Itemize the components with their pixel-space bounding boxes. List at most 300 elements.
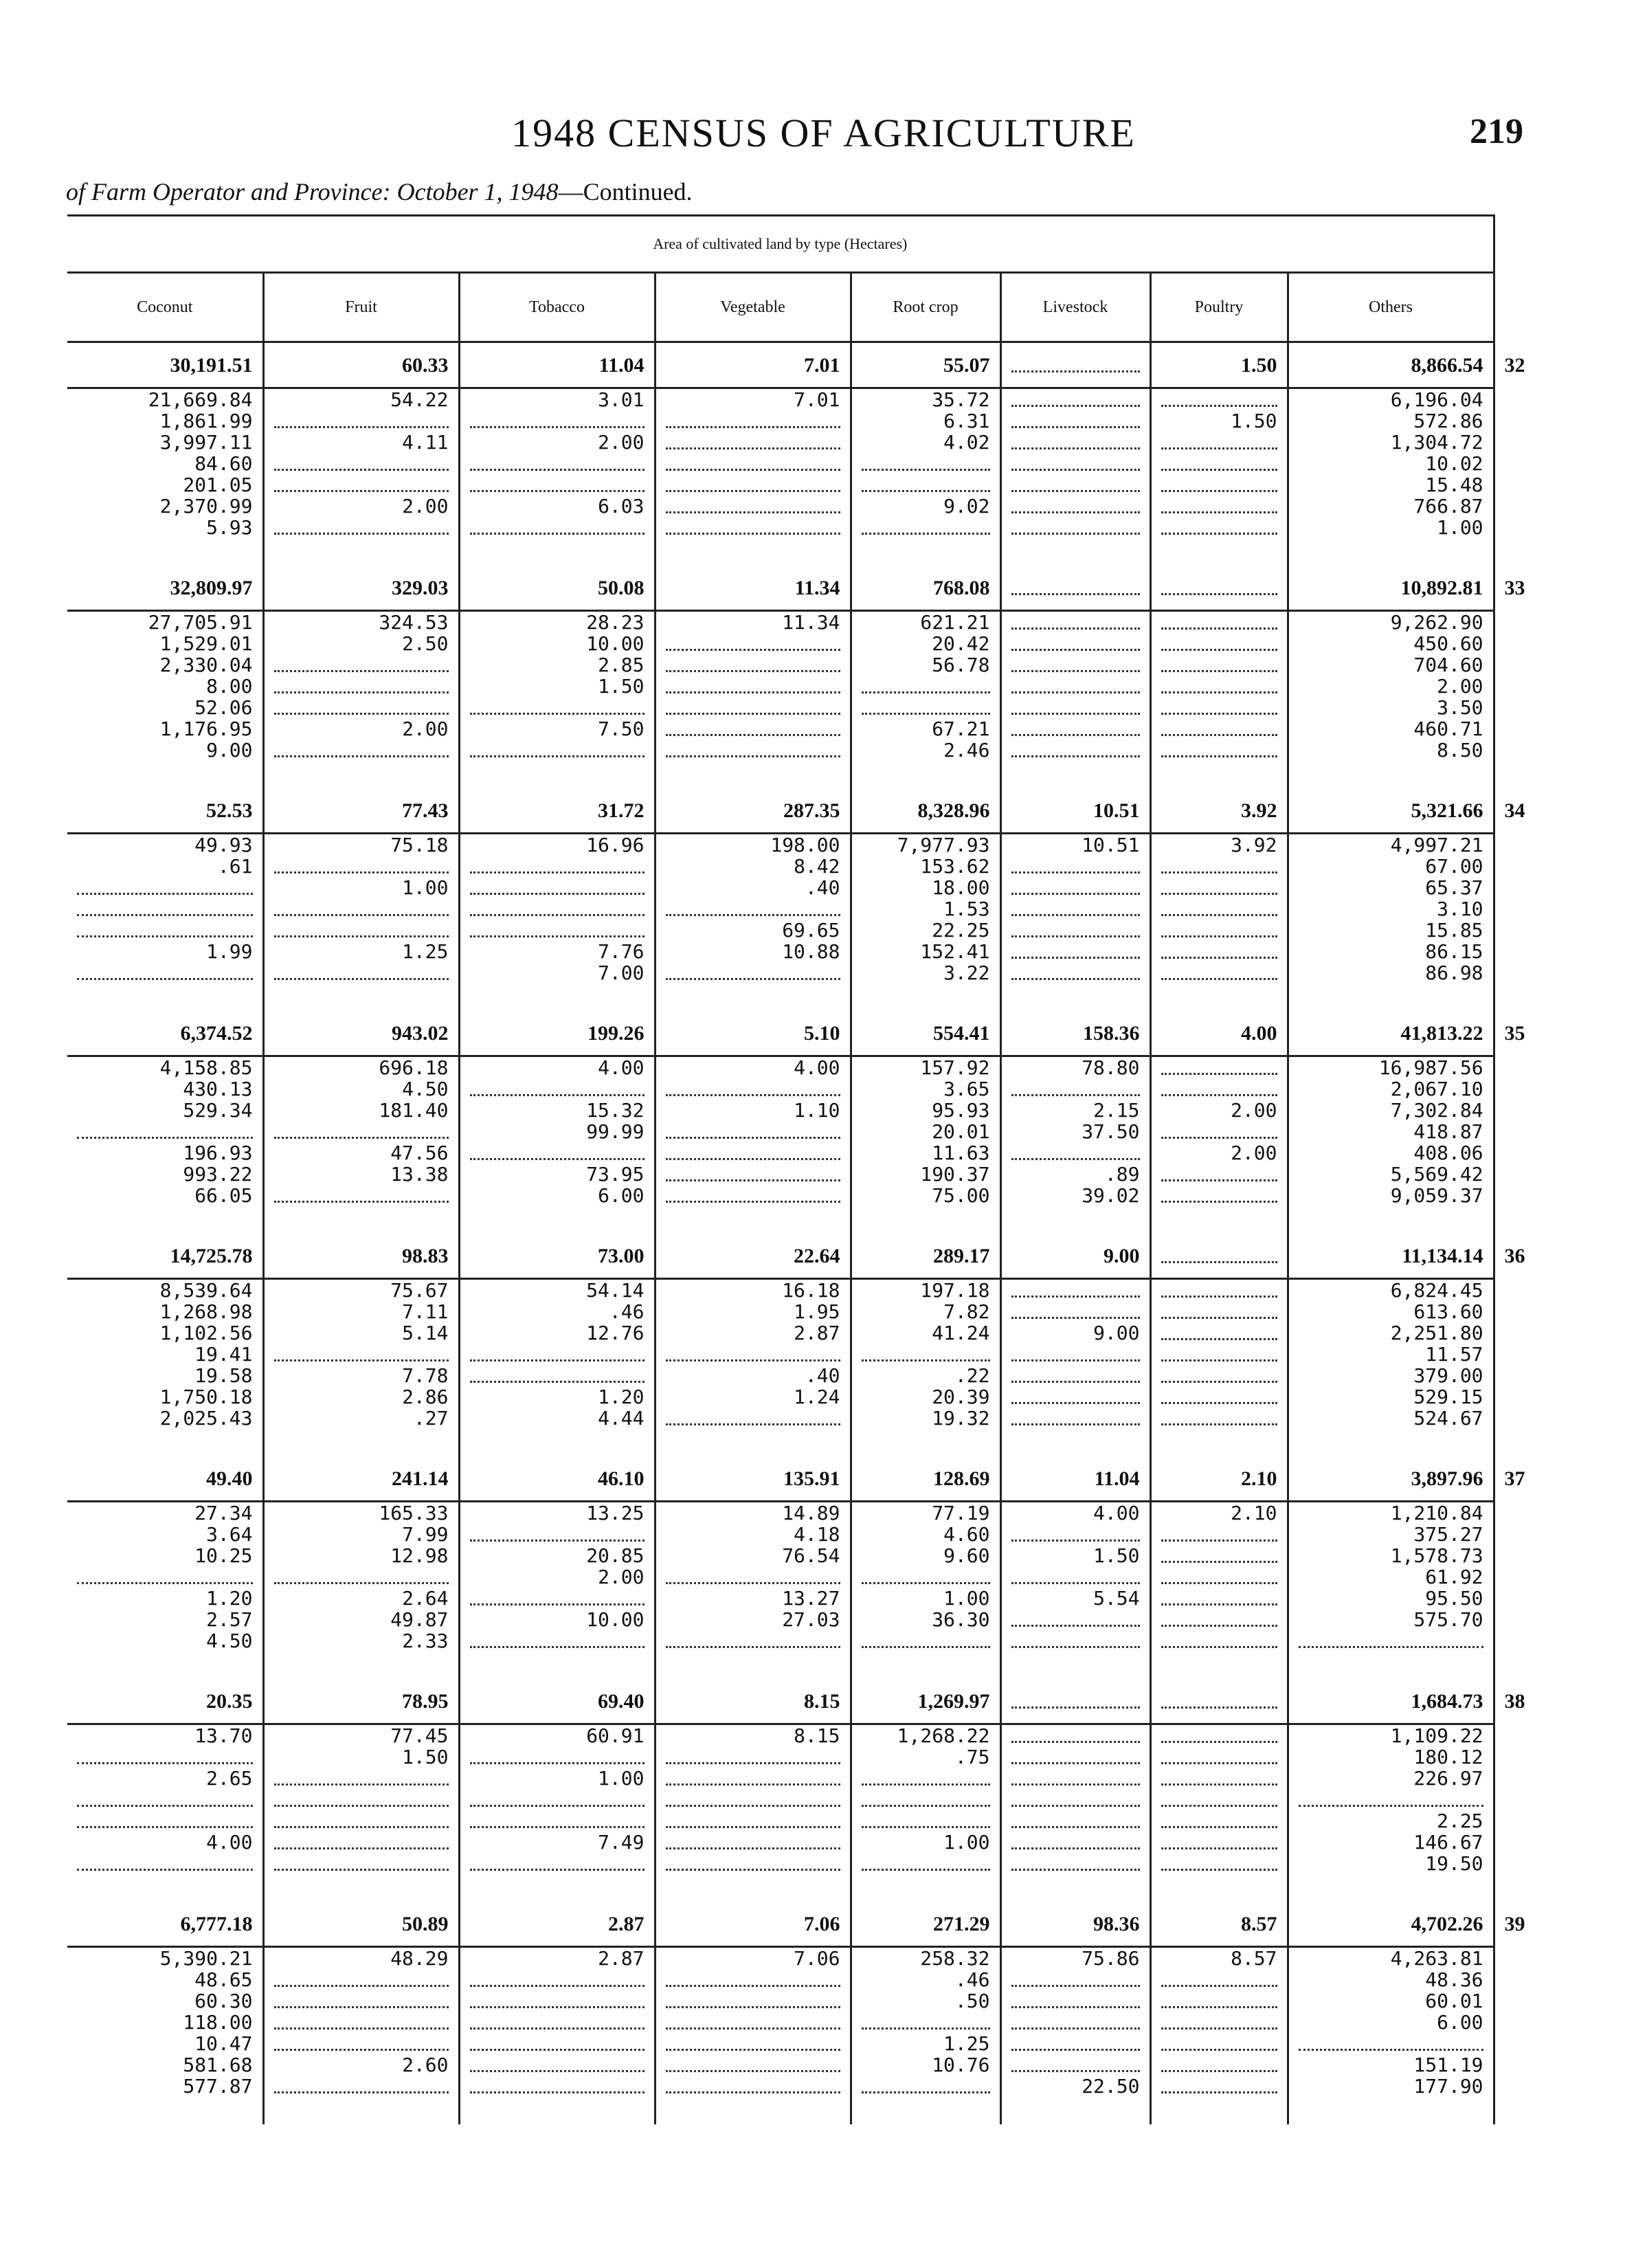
- column-header-fruit: Fruit: [263, 273, 459, 342]
- table-cell: [1000, 1142, 1150, 1164]
- table-cell: [655, 2054, 851, 2076]
- table-row: [67, 898, 1561, 920]
- table-cell: 6.31: [851, 410, 1000, 432]
- dot-leader: [666, 743, 840, 757]
- table-cell: 84.60: [194, 453, 253, 474]
- dot-leader: [1161, 520, 1277, 535]
- table-cell: [263, 676, 459, 697]
- table-cell: 165.33: [263, 1502, 459, 1524]
- gap-cell: [263, 1429, 459, 1456]
- row-number-spacer: [1494, 1322, 1561, 1344]
- census-table: [67, 214, 1561, 2124]
- row-number-spacer: [1494, 1609, 1561, 1630]
- table-cell: 3,997.11: [159, 432, 253, 453]
- dot-leader: [1161, 1368, 1277, 1383]
- gap-cell: [1150, 1874, 1288, 1902]
- table-cell: [1000, 474, 1150, 496]
- table-cell: 20.01: [851, 1121, 1000, 1142]
- table-cell: [263, 517, 459, 538]
- table-row: [67, 633, 1561, 654]
- dot-leader: [1299, 1792, 1483, 1807]
- table-cell: 2.33: [263, 1630, 459, 1652]
- dot-leader: [470, 1634, 645, 1648]
- dot-leader: [666, 1167, 840, 1181]
- dot-leader: [77, 1856, 253, 1871]
- table-cell: [1150, 1609, 1288, 1630]
- dot-leader: [1011, 880, 1140, 895]
- dot-leader: [1011, 1835, 1140, 1849]
- table-cell: [1150, 453, 1288, 474]
- gap-cell: [459, 983, 655, 1011]
- table-cell: [263, 1832, 459, 1853]
- table-cell: [1150, 676, 1288, 697]
- dot-leader: [1011, 722, 1140, 736]
- table-cell: [655, 676, 851, 697]
- table-cell: [1150, 1408, 1288, 1429]
- gap-cell: [459, 538, 655, 566]
- gap-cell: [1494, 761, 1561, 788]
- gap-cell: [67, 2097, 263, 2124]
- group-total-row: [67, 788, 1561, 834]
- table-cell: [1000, 1768, 1150, 1789]
- table-cell: 151.19: [1288, 2054, 1494, 2076]
- table-cell: 4.50: [206, 1630, 253, 1652]
- total-cell: 22.64: [655, 1234, 851, 1279]
- table-cell: 8.15: [655, 1724, 851, 1747]
- table-cell: 99.99: [459, 1121, 655, 1142]
- table-cell: [1000, 517, 1150, 538]
- dot-leader: [1011, 1792, 1140, 1807]
- table-cell: [1000, 676, 1150, 697]
- table-cell: [1000, 1724, 1150, 1747]
- table-cell: .40: [655, 1365, 851, 1386]
- table-cell: 2.85: [459, 654, 655, 676]
- table-cell: 524.67: [1288, 1408, 1494, 1429]
- table-cell: [1150, 920, 1288, 941]
- table-cell: 2.00: [459, 432, 655, 453]
- table-cell: 621.21: [851, 611, 1000, 634]
- table-cell: 2,025.43: [159, 1408, 253, 1429]
- gap-cell: [67, 983, 263, 1011]
- row-number-spacer: [1494, 676, 1561, 697]
- row-number: 33: [1494, 566, 1561, 611]
- gap-cell: [459, 2097, 655, 2124]
- dot-leader: [1161, 1856, 1277, 1871]
- table-row: [67, 834, 1561, 856]
- dot-leader: [1161, 1814, 1277, 1828]
- column-header-others: Others: [1288, 273, 1494, 342]
- table-cell: [1000, 1344, 1150, 1365]
- dot-leader: [77, 1124, 253, 1139]
- table-cell: [655, 1142, 851, 1164]
- table-cell: [1150, 1832, 1288, 1853]
- table-cell: [1000, 1630, 1150, 1652]
- table-cell: [263, 1344, 459, 1365]
- row-number-spacer: [1494, 1078, 1561, 1100]
- table-cell: [1150, 1279, 1288, 1302]
- total-cell: 8,328.96: [851, 788, 1000, 834]
- table-cell: 430.13: [183, 1078, 253, 1100]
- dot-leader: [77, 1750, 253, 1764]
- gap-cell: [1150, 1206, 1288, 1234]
- total-cell: 329.03: [263, 566, 459, 611]
- table-cell: 2.86: [263, 1386, 459, 1408]
- table-cell: 9,262.90: [1288, 611, 1494, 634]
- table-cell: [1000, 1365, 1150, 1386]
- table-cell: 3.10: [1288, 898, 1494, 920]
- table-cell: 198.00: [655, 834, 851, 856]
- table-row: [67, 1279, 1561, 1302]
- dot-leader: [470, 2036, 645, 2051]
- row-number-spacer: [1494, 453, 1561, 474]
- row-number-spacer: [1494, 1142, 1561, 1164]
- dot-leader: [274, 1972, 449, 1987]
- dot-leader: [470, 520, 645, 535]
- group-total-row: [67, 1456, 1561, 1502]
- gap-cell: [1000, 1429, 1150, 1456]
- table-cell: 118.00: [183, 2012, 253, 2033]
- table-cell: [263, 697, 459, 718]
- table-cell: 6.03: [459, 496, 655, 517]
- dot-leader: [470, 1994, 645, 2008]
- table-cell: [655, 453, 851, 474]
- gap-cell: [263, 1874, 459, 1902]
- table-cell: 67.00: [1288, 856, 1494, 877]
- table-cell: .46: [851, 1969, 1000, 1990]
- table-cell: 76.54: [655, 1545, 851, 1566]
- table-cell: 48.36: [1288, 1969, 1494, 1990]
- table-cell: [851, 1768, 1000, 1789]
- dot-leader: [470, 1750, 645, 1764]
- table-cell: [459, 1746, 655, 1768]
- dot-leader: [666, 1411, 840, 1425]
- table-cell: 7.78: [263, 1365, 459, 1386]
- total-cell: 128.69: [851, 1456, 1000, 1502]
- table-cell: [655, 697, 851, 718]
- total-cell: 8,866.54: [1288, 342, 1494, 388]
- dot-leader: [1161, 658, 1277, 672]
- table-cell: [1150, 1365, 1288, 1386]
- table-cell: [851, 697, 1000, 718]
- dot-leader: [666, 1188, 840, 1203]
- dot-leader: [1011, 2015, 1140, 2030]
- table-cell: [851, 2076, 1000, 2097]
- table-cell: 1,210.84: [1288, 1502, 1494, 1524]
- table-cell: [1150, 1301, 1288, 1322]
- dot-leader: [274, 2079, 449, 2093]
- dot-leader: [666, 722, 840, 736]
- table-cell: [1150, 1121, 1288, 1142]
- dot-leader: [666, 1792, 840, 1807]
- table-cell: 56.78: [851, 654, 1000, 676]
- gap-cell: [1288, 761, 1494, 788]
- table-cell: [851, 1853, 1000, 1874]
- table-cell: 77.45: [263, 1724, 459, 1747]
- table-cell: [655, 1990, 851, 2012]
- subtitle-italic: of Farm Operator and Province: October 1, 1948: [66, 178, 559, 205]
- table-cell: 1.25: [263, 941, 459, 962]
- table-cell: 49.87: [263, 1609, 459, 1630]
- total-cell: 8.57: [1150, 1902, 1288, 1947]
- table-cell: [1288, 2033, 1494, 2054]
- row-number-spacer: [1494, 517, 1561, 538]
- table-cell: [1150, 1853, 1288, 1874]
- table-row: [67, 941, 1561, 962]
- table-cell: 7.06: [655, 1947, 851, 1970]
- table-cell: 7,977.93: [851, 834, 1000, 856]
- row-number-spacer: [1494, 740, 1561, 761]
- table-cell: 8.50: [1288, 740, 1494, 761]
- table-cell: [459, 898, 655, 920]
- table-cell: 1.00: [851, 1588, 1000, 1609]
- total-cell: [1150, 1234, 1288, 1279]
- row-number-spacer: [1494, 834, 1561, 856]
- dot-leader: [1161, 1634, 1277, 1648]
- dot-leader: [1011, 1612, 1140, 1627]
- table-cell: [1150, 941, 1288, 962]
- dot-leader: [862, 1347, 990, 1361]
- table-cell: [655, 633, 851, 654]
- dot-leader: [470, 1792, 645, 1807]
- table-cell: 3.01: [459, 388, 655, 411]
- dot-leader: [1011, 1390, 1140, 1404]
- table-cell: 1,268.98: [159, 1301, 253, 1322]
- gap-cell: [1150, 1652, 1288, 1679]
- group-total-row: [67, 342, 1561, 388]
- gap-cell: [1288, 2097, 1494, 2124]
- dot-leader: [77, 902, 253, 916]
- table-cell: 1.00: [459, 1768, 655, 1789]
- dot-leader: [862, 1634, 990, 1648]
- table-cell: [851, 474, 1000, 496]
- table-cell: 4.00: [459, 1056, 655, 1079]
- table-cell: 10.47: [194, 2033, 253, 2054]
- table-cell: [1150, 1344, 1288, 1365]
- table-cell: .61: [217, 856, 253, 877]
- table-cell: 1.99: [206, 941, 253, 962]
- census-table-container: [67, 214, 1525, 2098]
- table-cell: 13.25: [459, 1502, 655, 1524]
- table-cell: 75.18: [263, 834, 459, 856]
- group-gap: [67, 1429, 1561, 1456]
- dot-leader: [77, 966, 253, 980]
- table-cell: 7.82: [851, 1301, 1000, 1322]
- table-cell: 529.34: [183, 1100, 253, 1121]
- table-cell: 1.24: [655, 1386, 851, 1408]
- gap-cell: [655, 1652, 851, 1679]
- dot-leader: [470, 1814, 645, 1828]
- table-cell: 5.54: [1000, 1588, 1150, 1609]
- row-number-spacer: [1494, 1524, 1561, 1545]
- table-cell: 613.60: [1288, 1301, 1494, 1322]
- dot-leader: [1161, 1411, 1277, 1425]
- table-cell: 1,578.73: [1288, 1545, 1494, 1566]
- dot-leader: [1161, 435, 1277, 449]
- table-row: [67, 1969, 1561, 1990]
- table-cell: .40: [655, 877, 851, 898]
- dot-leader: [1161, 944, 1277, 959]
- table-cell: [459, 410, 655, 432]
- row-number-spacer: [1494, 2054, 1561, 2076]
- table-cell: [67, 962, 263, 983]
- table-cell: [1000, 2033, 1150, 2054]
- table-cell: 177.90: [1288, 2076, 1494, 2097]
- table-cell: [67, 1810, 263, 1832]
- row-number-spacer: [1494, 1408, 1561, 1429]
- table-cell: 450.60: [1288, 633, 1494, 654]
- row-number-spacer: [1494, 2076, 1561, 2097]
- table-row: [67, 1947, 1561, 1970]
- column-super-header: Area of cultivated land by type (Hectares): [67, 216, 1494, 273]
- table-cell: 60.91: [459, 1724, 655, 1747]
- dot-leader: [1161, 1390, 1277, 1404]
- table-cell: [1000, 2054, 1150, 2076]
- gap-cell: [1000, 1206, 1150, 1234]
- table-cell: 2,067.10: [1288, 1078, 1494, 1100]
- dot-leader: [1011, 1634, 1140, 1648]
- table-cell: [263, 1789, 459, 1810]
- table-cell: [1000, 654, 1150, 676]
- total-cell: 32,809.97: [67, 566, 263, 611]
- table-cell: [263, 740, 459, 761]
- gap-cell: [1288, 1874, 1494, 1902]
- dot-leader: [1161, 581, 1277, 595]
- table-cell: 95.50: [1288, 1588, 1494, 1609]
- table-row: [67, 1056, 1561, 1079]
- table-cell: 1.20: [459, 1386, 655, 1408]
- total-cell: [1000, 1679, 1150, 1724]
- row-number-spacer: [1494, 1746, 1561, 1768]
- dot-leader: [1299, 2036, 1483, 2051]
- table-cell: 2.64: [263, 1588, 459, 1609]
- table-cell: .50: [851, 1990, 1000, 2012]
- table-cell: 1.00: [851, 1832, 1000, 1853]
- table-cell: [655, 2076, 851, 2097]
- table-cell: [459, 877, 655, 898]
- table-cell: [459, 697, 655, 718]
- table-cell: [1000, 718, 1150, 740]
- table-row: [67, 1990, 1561, 2012]
- table-cell: 4.00: [655, 1056, 851, 1079]
- gap-cell: [1000, 1874, 1150, 1902]
- table-cell: 180.12: [1288, 1746, 1494, 1768]
- table-row: [67, 856, 1561, 877]
- table-cell: [67, 920, 263, 941]
- dot-leader: [666, 435, 840, 449]
- total-cell: 3,897.96: [1288, 1456, 1494, 1502]
- table-cell: 9.02: [851, 496, 1000, 517]
- gap-cell: [1000, 1652, 1150, 1679]
- table-cell: 39.02: [1000, 1185, 1150, 1206]
- table-cell: [1000, 432, 1150, 453]
- row-number-spacer: [1494, 1810, 1561, 1832]
- dot-leader: [274, 923, 449, 937]
- dot-leader: [1011, 1347, 1140, 1361]
- row-number-spacer: [1494, 1789, 1561, 1810]
- dot-leader: [666, 636, 840, 651]
- table-row: [67, 1100, 1561, 1121]
- dot-leader: [1011, 1570, 1140, 1584]
- dot-leader: [77, 880, 253, 895]
- table-row: [67, 1164, 1561, 1185]
- dot-leader: [1011, 1994, 1140, 2008]
- dot-leader: [666, 1347, 840, 1361]
- table-cell: 2.00: [1150, 1142, 1288, 1164]
- table-cell: 7.11: [263, 1301, 459, 1322]
- gap-cell: [1494, 538, 1561, 566]
- dot-leader: [1161, 1792, 1277, 1807]
- table-cell: 4.60: [851, 1524, 1000, 1545]
- table-cell: 2.00: [1150, 1100, 1288, 1121]
- table-cell: 15.32: [459, 1100, 655, 1121]
- table-cell: 15.48: [1288, 474, 1494, 496]
- dot-leader: [77, 923, 253, 937]
- table-cell: [1150, 611, 1288, 634]
- dot-leader: [274, 2036, 449, 2051]
- table-cell: [1150, 1078, 1288, 1100]
- gap-cell: [1288, 1652, 1494, 1679]
- dot-leader: [1011, 581, 1140, 595]
- table-cell: [459, 1810, 655, 1832]
- table-cell: [1000, 388, 1150, 411]
- row-number: 36: [1494, 1234, 1561, 1279]
- table-cell: [1150, 740, 1288, 761]
- table-cell: 1.95: [655, 1301, 851, 1322]
- table-cell: [1000, 1969, 1150, 1990]
- table-cell: [1150, 1524, 1288, 1545]
- table-cell: 75.00: [851, 1185, 1000, 1206]
- dot-leader: [1011, 743, 1140, 757]
- dot-leader: [470, 478, 645, 492]
- table-cell: [851, 1630, 1000, 1652]
- dot-leader: [1011, 1146, 1140, 1160]
- table-row: [67, 1301, 1561, 1322]
- dot-leader: [470, 456, 645, 471]
- dot-leader: [1161, 1548, 1277, 1563]
- dot-leader: [1011, 1972, 1140, 1987]
- table-cell: [1000, 962, 1150, 983]
- table-cell: [1000, 1566, 1150, 1588]
- gap-cell: [851, 2097, 1000, 2124]
- table-row: [67, 1185, 1561, 1206]
- gap-cell: [1494, 2097, 1561, 2124]
- total-cell: 554.41: [851, 1011, 1000, 1056]
- dot-leader: [666, 478, 840, 492]
- table-cell: 19.50: [1288, 1853, 1494, 1874]
- dot-leader: [1161, 880, 1277, 895]
- dot-leader: [862, 1771, 990, 1786]
- dot-leader: [862, 1814, 990, 1828]
- table-cell: 5.14: [263, 1322, 459, 1344]
- table-cell: 28.23: [459, 611, 655, 634]
- dot-leader: [1161, 1994, 1277, 2008]
- table-row: [67, 1832, 1561, 1853]
- dot-leader: [1161, 1771, 1277, 1786]
- table-cell: 78.80: [1000, 1056, 1150, 1079]
- table-row: [67, 1142, 1561, 1164]
- table-cell: 60.30: [194, 1990, 253, 2012]
- group-total-row: [67, 1902, 1561, 1947]
- dot-leader: [274, 1124, 449, 1139]
- table-cell: [459, 1142, 655, 1164]
- table-cell: [459, 1630, 655, 1652]
- table-row: [67, 1746, 1561, 1768]
- group-gap: [67, 1874, 1561, 1902]
- dot-leader: [1011, 859, 1140, 874]
- table-cell: [1000, 1386, 1150, 1408]
- dot-leader: [1161, 1304, 1277, 1319]
- dot-leader: [470, 700, 645, 715]
